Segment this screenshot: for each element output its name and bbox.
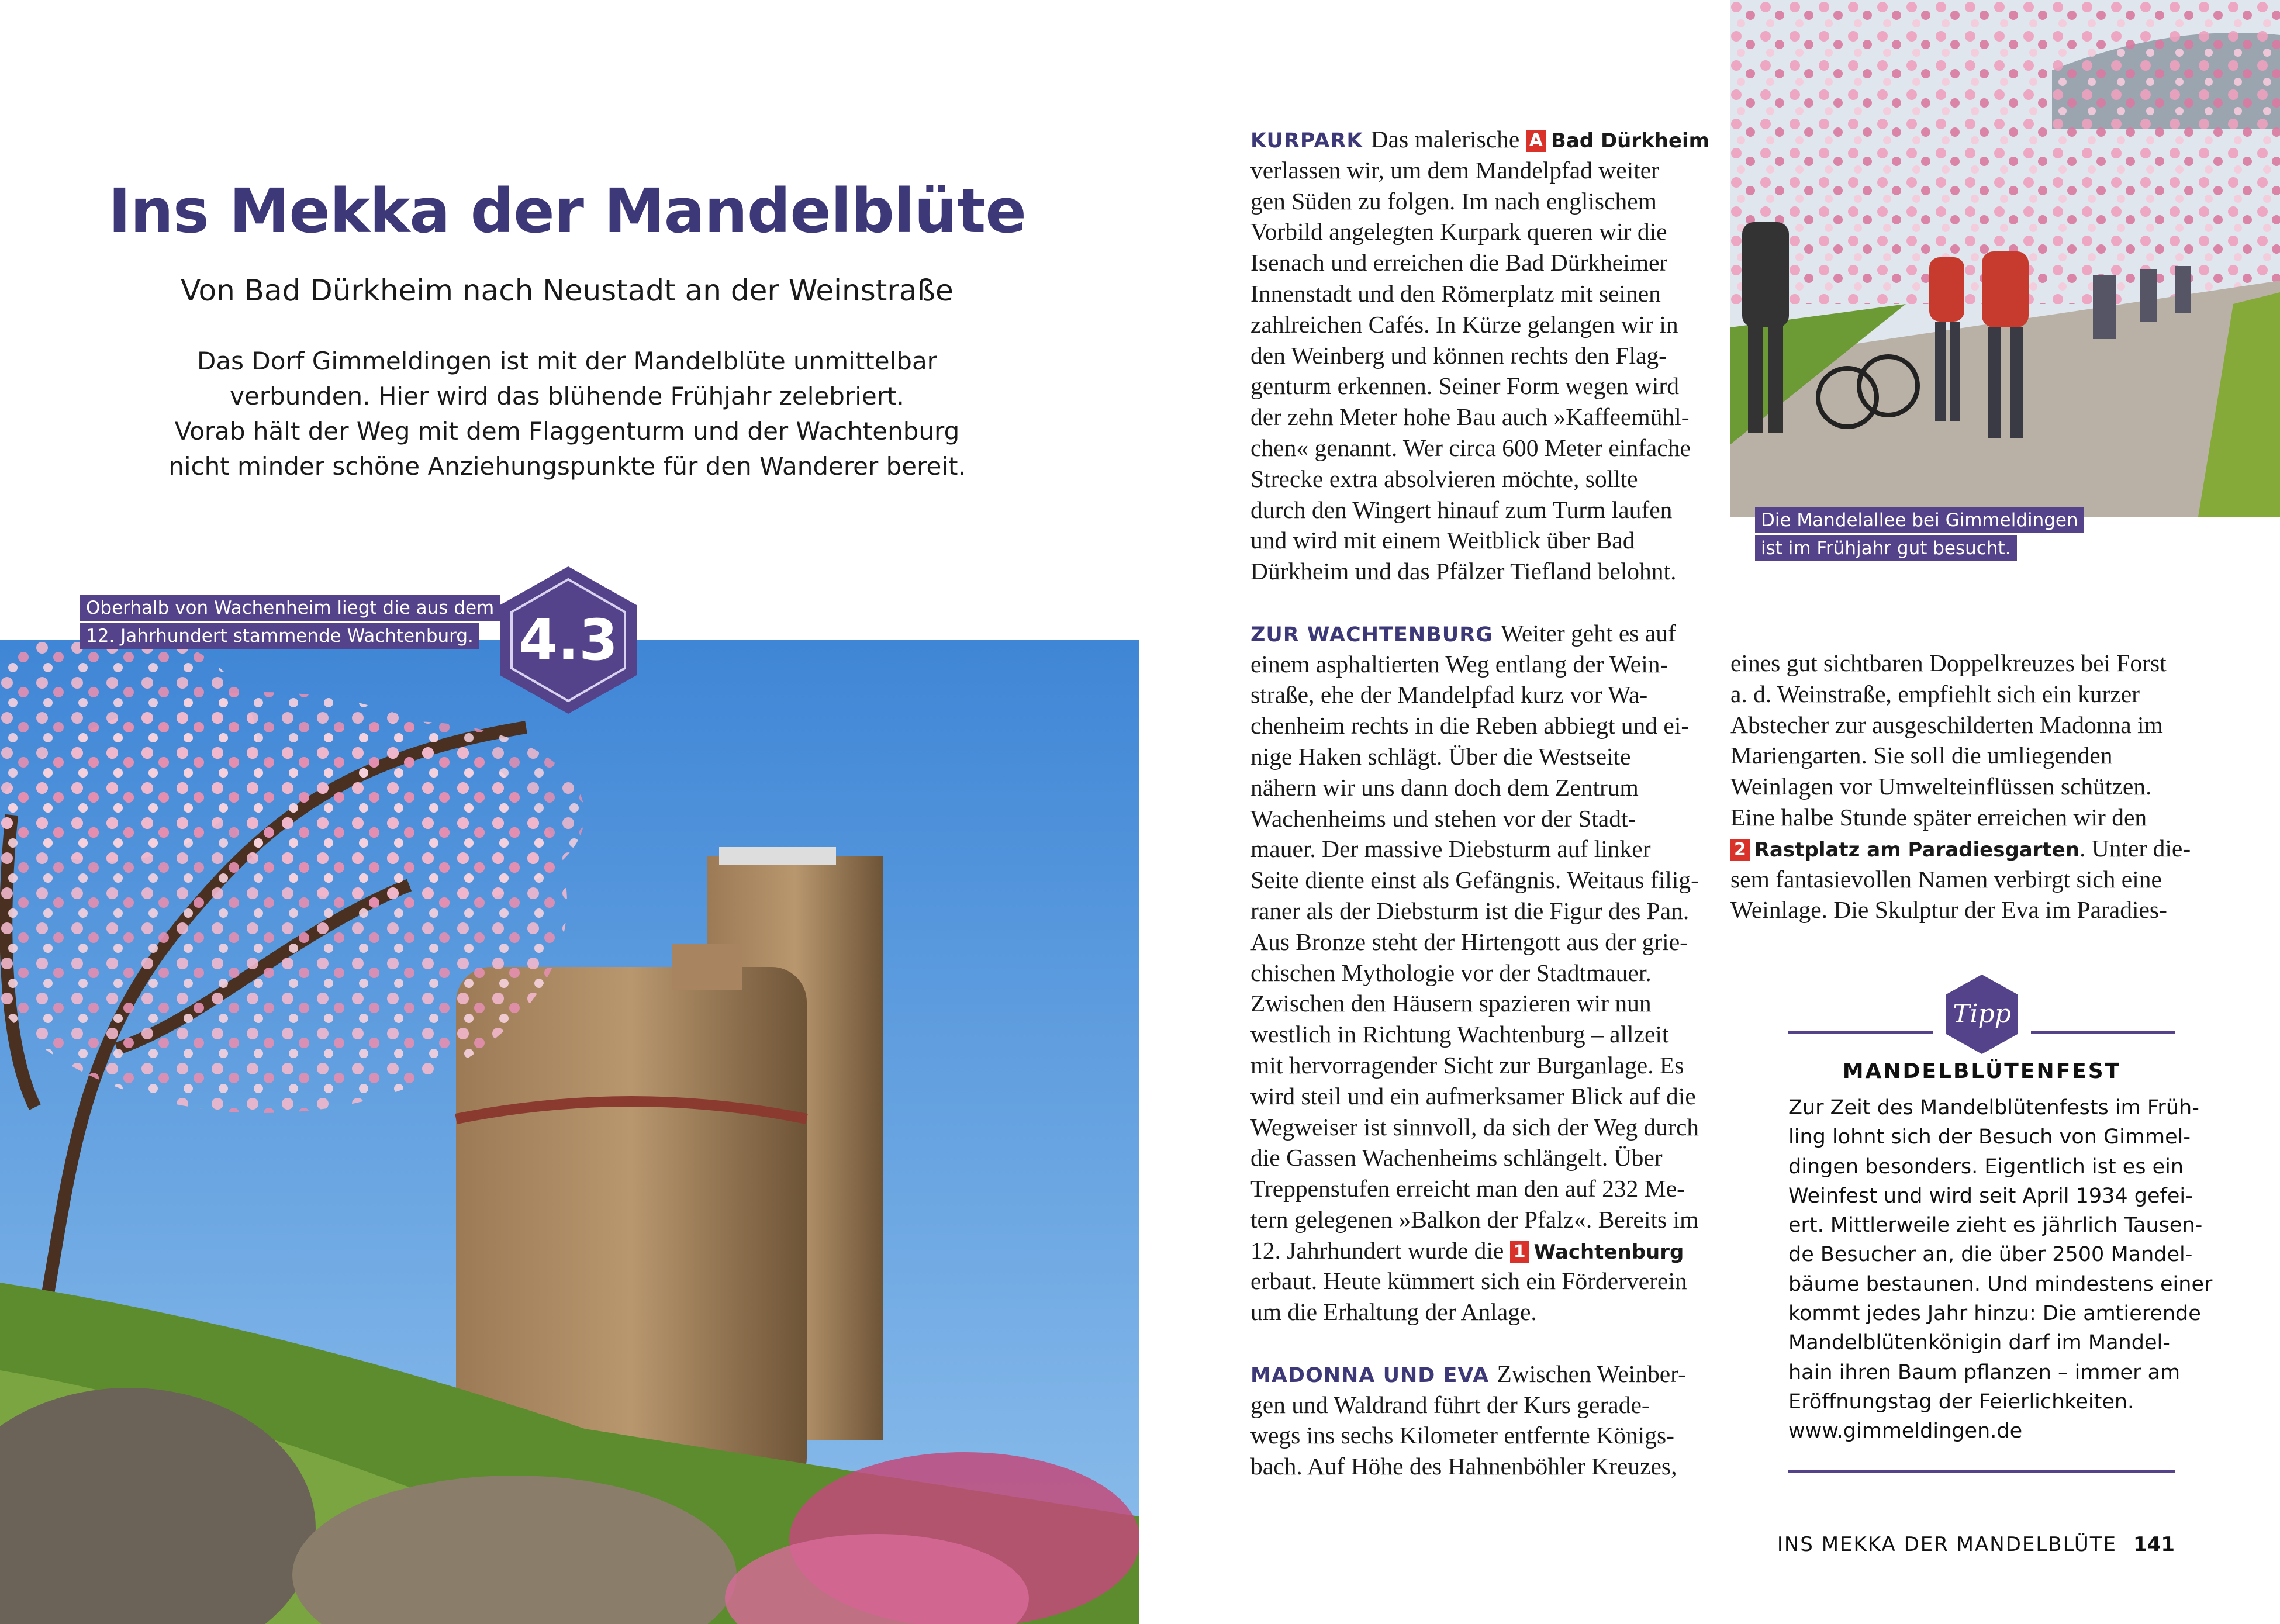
tip-rule-bottom bbox=[1788, 1470, 2175, 1473]
text-line: einem asphaltierten Weg entlang der Wein- bbox=[1250, 650, 1668, 678]
website-link[interactable]: www.gimmeldingen.de bbox=[1788, 1419, 2023, 1443]
caption-line: 12. Jahrhundert stammende Wachtenburg. bbox=[80, 623, 479, 649]
text-line: Weinlagen vor Umwelteinflüssen schützen. bbox=[1730, 773, 2152, 800]
text-line: bach. Auf Höhe des Hahnenböhler Kreuzes, bbox=[1250, 1453, 1677, 1480]
text-line: und wird mit einem Weitblick über Bad bbox=[1250, 527, 1635, 554]
text-segment: Das malerische bbox=[1370, 126, 1526, 153]
mandelallee-photo-illustration bbox=[1730, 0, 2280, 517]
tip-line: kommt jedes Jahr hinzu: Die amtierende bbox=[1788, 1302, 2201, 1326]
text-line: wegs ins sechs Kilometer entfernte Königs- bbox=[1250, 1422, 1674, 1449]
text-line: raner als der Diebsturm ist die Figur des Pan. bbox=[1250, 897, 1690, 924]
tip-badge bbox=[1944, 973, 2020, 1055]
section-heading: KURPARK bbox=[1250, 129, 1371, 153]
text-line bbox=[1250, 618, 1709, 649]
text-line: Aus Bronze steht der Hirtengott aus der grie- bbox=[1250, 928, 1688, 955]
text-line: wird steil und ein aufmerksamer Blick auf die bbox=[1250, 1082, 1696, 1110]
text-line: nähern wir uns dann doch dem Zentrum bbox=[1250, 773, 1639, 801]
text-line: Seite diente einst als Gefängnis. Weitaus filig- bbox=[1250, 866, 1699, 894]
text-line: chenheim rechts in die Reben abbiegt und ei- bbox=[1250, 712, 1690, 740]
mandelallee-caption bbox=[1755, 507, 2084, 564]
caption-line: Oberhalb von Wachenheim liegt die aus dem bbox=[80, 595, 500, 621]
tour-number: 4.3 bbox=[518, 607, 619, 673]
place-name: Rastplatz am Paradiesgarten bbox=[1754, 838, 2080, 862]
text-line: mit hervorragender Sicht zur Burganlage. Es bbox=[1250, 1051, 1684, 1079]
text-line: westlich in Richtung Wachtenburg – allzeit bbox=[1250, 1021, 1669, 1048]
text-line: erbaut. Heute kümmert sich ein Förderverein bbox=[1250, 1267, 1687, 1295]
tip-body bbox=[1788, 1093, 2212, 1446]
tip-line: Zur Zeit des Mandelblütenfests im Früh- bbox=[1788, 1096, 2199, 1119]
tip-line: hain ihren Baum pflanzen – immer am bbox=[1788, 1360, 2181, 1384]
section-heading: ZUR WACHTENBURG bbox=[1250, 623, 1501, 647]
mandelallee-photo bbox=[1730, 0, 2280, 517]
text-line: eines gut sichtbaren Doppelkreuzes bei Forst bbox=[1730, 649, 2167, 676]
text-line bbox=[1250, 1328, 1709, 1359]
section-heading: MADONNA UND EVA bbox=[1250, 1363, 1497, 1387]
text-line: den Weinberg und können rechts den Flag- bbox=[1250, 341, 1667, 369]
caption-line: ist im Frühjahr gut besucht. bbox=[1755, 535, 2017, 561]
text-line: Wegweiser ist sinnvoll, da sich der Weg durch bbox=[1250, 1113, 1699, 1141]
text-line: sem fantasievollen Namen verbirgt sich eine bbox=[1730, 865, 2162, 893]
intro-line: Vorab hält der Weg mit dem Flaggenturm und der Wachtenburg bbox=[174, 417, 960, 445]
middle-column-text bbox=[1250, 124, 1709, 1482]
place-name: Bad Dürkheim bbox=[1550, 129, 1710, 153]
text-line bbox=[1250, 1235, 1709, 1266]
page-title: Ins Mekka der Mandelblüte bbox=[108, 175, 1026, 247]
tip-line: dingen besonders. Eigentlich ist es ein bbox=[1788, 1155, 2184, 1179]
text-line: zahlreichen Cafés. In Kürze gelangen wir in bbox=[1250, 310, 1678, 338]
text-line: Vorbild angelegten Kurpark queren wir die bbox=[1250, 218, 1667, 246]
intro-line: nicht minder schöne Anziehungspunkte für den Wanderer bereit. bbox=[168, 452, 966, 481]
text-segment: . Unter die- bbox=[2079, 834, 2191, 862]
text-line: Mariengarten. Sie soll die umliegenden bbox=[1730, 742, 2113, 769]
wachtenburg-photo-illustration bbox=[0, 640, 1139, 1624]
text-line: gen und Waldrand führt der Kurs gerade- bbox=[1250, 1391, 1650, 1418]
running-title: INS MEKKA DER MANDELBLÜTE bbox=[1777, 1533, 2117, 1556]
text-line: straße, ehe der Mandelpfad kurz vor Wa- bbox=[1250, 681, 1648, 709]
tip-line: Weinfest und wird seit April 1934 gefei- bbox=[1788, 1184, 2193, 1208]
text-line bbox=[1250, 587, 1709, 618]
text-line: Treppenstufen erreicht man den auf 232 Me- bbox=[1250, 1175, 1685, 1203]
tip-title: MANDELBLÜTENFEST bbox=[1842, 1059, 2122, 1083]
text-line bbox=[1250, 1359, 1709, 1390]
caption-line: Die Mandelallee bei Gimmeldingen bbox=[1755, 507, 2084, 533]
text-line: chischen Mythologie vor der Stadtmauer. bbox=[1250, 959, 1652, 986]
text-line bbox=[1250, 124, 1709, 155]
text-line: mauer. Der massive Diebsturm auf linker bbox=[1250, 835, 1651, 863]
wachtenburg-caption bbox=[80, 595, 500, 651]
tour-number-badge bbox=[495, 564, 641, 716]
text-line: die Gassen Wachenheims schlängelt. Über bbox=[1250, 1144, 1663, 1172]
tip-line: de Besucher an, die über 2500 Mandel- bbox=[1788, 1243, 2193, 1267]
tip-line: Mandelblütenkönigin darf im Mandel- bbox=[1788, 1331, 2170, 1355]
text-line: Wachenheims und stehen vor der Stadt- bbox=[1250, 804, 1636, 832]
text-line: gen Süden zu folgen. Im nach englischem bbox=[1250, 187, 1657, 215]
text-line: Eine halbe Stunde später erreichen wir den bbox=[1730, 803, 2147, 831]
text-line: Innenstadt und den Römerplatz mit seinen bbox=[1250, 279, 1661, 307]
text-segment: Zwischen Weinber- bbox=[1497, 1360, 1686, 1387]
wachtenburg-photo bbox=[0, 640, 1139, 1624]
intro-line: Das Dorf Gimmeldingen ist mit der Mandelblüte unmittelbar bbox=[197, 347, 937, 375]
text-line: der zehn Meter hohe Bau auch »Kaffeemühl- bbox=[1250, 403, 1690, 431]
text-line: tern gelegenen »Balkon der Pfalz«. Bereits im bbox=[1250, 1205, 1699, 1233]
text-line: Isenach und erreichen die Bad Dürkheimer bbox=[1250, 249, 1668, 277]
page-subtitle: Von Bad Dürkheim nach Neustadt an der Weinstraße bbox=[181, 274, 954, 307]
text-line: Dürkheim und das Pfälzer Tiefland belohnt. bbox=[1250, 558, 1677, 585]
text-line: nige Haken schlägt. Über die Westseite bbox=[1250, 742, 1631, 770]
place-name: Wachtenburg bbox=[1533, 1240, 1684, 1264]
running-footer bbox=[1777, 1533, 2175, 1556]
tip-line: bäume bestaunen. Und mindestens einer bbox=[1788, 1272, 2213, 1296]
map-marker-badge: 1 bbox=[1510, 1241, 1529, 1263]
right-column-text bbox=[1730, 648, 2191, 925]
tip-line: ling lohnt sich der Besuch von Gimmel- bbox=[1788, 1125, 2191, 1149]
text-line: um die Erhaltung der Anlage. bbox=[1250, 1298, 1537, 1326]
text-line: durch den Wingert hinauf zum Turm laufen bbox=[1250, 496, 1673, 523]
text-line: Abstecher zur ausgeschilderten Madonna im bbox=[1730, 711, 2163, 738]
page-number: 141 bbox=[2133, 1533, 2175, 1556]
tip-line: Eröffnungstag der Feierlichkeiten. bbox=[1788, 1390, 2134, 1414]
text-line: a. d. Weinstraße, empfiehlt sich ein kurzer bbox=[1730, 680, 2140, 707]
map-marker-badge: A bbox=[1526, 130, 1546, 152]
tip-line: ert. Mittlerweile zieht es jährlich Tausen- bbox=[1788, 1214, 2203, 1238]
tip-rule-left bbox=[1788, 1031, 1933, 1034]
text-line: chen« genannt. Wer circa 600 Meter einfache bbox=[1250, 434, 1691, 461]
text-line: verlassen wir, um dem Mandelpfad weiter bbox=[1250, 156, 1659, 184]
text-line: Weinlage. Die Skulptur der Eva im Paradies- bbox=[1730, 896, 2167, 924]
text-segment: Weiter geht es auf bbox=[1501, 619, 1676, 647]
text-line: Strecke extra absolvieren möchte, sollte bbox=[1250, 465, 1638, 492]
tip-rule-right bbox=[2031, 1031, 2175, 1034]
text-line: Zwischen den Häusern spazieren wir nun bbox=[1250, 990, 1652, 1017]
text-line bbox=[1730, 833, 2191, 864]
intro-text bbox=[0, 344, 1134, 484]
map-marker-badge: 2 bbox=[1730, 839, 1750, 861]
tip-badge-label: Tipp bbox=[1953, 999, 2011, 1029]
text-segment: 12. Jahrhundert wurde die bbox=[1250, 1236, 1510, 1264]
text-line: genturm erkennen. Seiner Form wegen wird bbox=[1250, 372, 1679, 400]
intro-line: verbunden. Hier wird das blühende Frühjahr zelebriert. bbox=[230, 382, 904, 410]
